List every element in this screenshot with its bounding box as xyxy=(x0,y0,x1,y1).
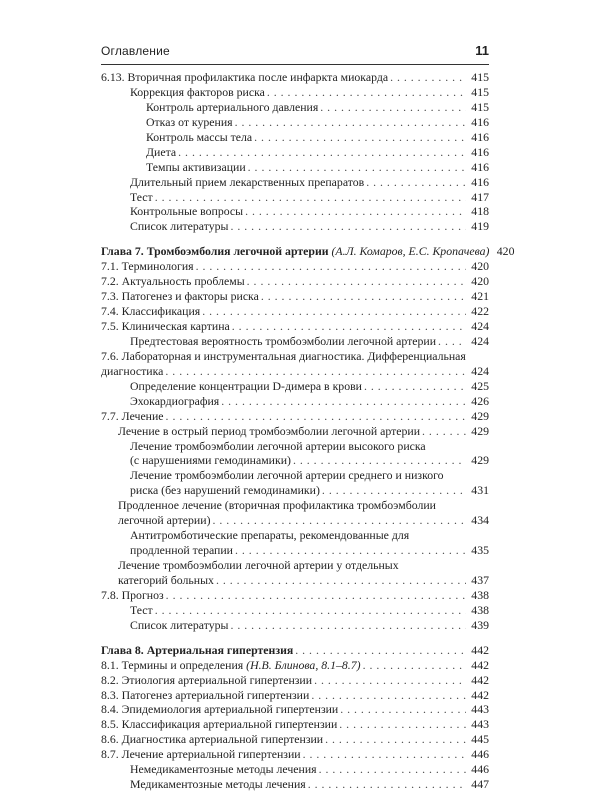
toc-entry xyxy=(101,379,489,394)
toc-leader-dots xyxy=(202,304,466,319)
toc-entry-title: Коррекция факторов риска xyxy=(130,84,265,99)
running-title: Оглавление xyxy=(101,44,170,58)
toc-entry-title: 7.3. Патогенез и факторы риска xyxy=(101,289,259,304)
toc-entry-title: Лечение в острый период тромбоэмболии легочной артерии xyxy=(118,423,421,438)
toc-page-number: 420 xyxy=(471,274,489,289)
toc-entry-title: категорий больных xyxy=(118,572,214,587)
toc-leader-dots xyxy=(230,219,466,234)
toc-entry-title: Определение концентрации D-димера в крови xyxy=(130,378,362,393)
toc-page-number: 416 xyxy=(471,174,489,189)
toc-page-number: 429 xyxy=(471,453,489,468)
toc-entry-title: Список литературы xyxy=(130,219,229,234)
toc-entry-title: 7.2. Актуальность проблемы xyxy=(101,274,245,289)
toc-entry-title: Контрольные вопросы xyxy=(130,204,244,219)
toc-entry-title: Тест xyxy=(130,602,153,617)
toc-leader-dots xyxy=(390,70,466,85)
toc-entry xyxy=(101,289,489,304)
toc-leader-dots xyxy=(235,543,466,558)
toc-leader-dots xyxy=(325,732,466,747)
toc-page-number: 424 xyxy=(471,319,489,333)
toc-entry-title: Список литературы xyxy=(130,617,229,632)
toc-leader-dots xyxy=(422,424,466,439)
toc-entry-title: 8.7. Лечение артериальной гипертензии xyxy=(101,747,301,762)
toc-page-number: 422 xyxy=(471,304,489,319)
toc-page-number: 429 xyxy=(471,423,489,438)
toc-entry-title: 7.8. Прогноз xyxy=(101,587,164,602)
toc-entry xyxy=(101,130,489,145)
page-number: 11 xyxy=(475,43,489,58)
toc-entry xyxy=(101,274,489,289)
toc-entry-title: Глава 8. Артериальная гипертензия xyxy=(101,642,294,657)
toc-entry-title: (с нарушениями гемодинамики) xyxy=(130,453,291,468)
toc-leader-dots xyxy=(364,379,466,394)
toc-entry xyxy=(101,259,489,274)
toc-page-number: 442 xyxy=(471,642,489,657)
toc-entry-title: продленной терапии xyxy=(130,543,233,558)
toc-entry-title: 8.5. Классификация артериальной гипертензии xyxy=(101,717,338,732)
toc-entry-title: 8.3. Патогенез артериальной гипертензии xyxy=(101,687,310,702)
toc-leader-dots xyxy=(363,658,466,673)
toc-entry xyxy=(101,468,489,498)
toc-page-number: 420 xyxy=(471,259,489,274)
toc-page-number: 437 xyxy=(471,572,489,587)
running-header xyxy=(101,44,489,62)
toc-entry-title: 8.4. Эпидемиология артериальной гипертензии xyxy=(101,702,339,717)
toc-leader-dots xyxy=(178,145,466,160)
toc-entry-title: Диета xyxy=(146,144,177,159)
toc-leader-dots xyxy=(308,777,466,792)
toc-leader-dots xyxy=(165,364,466,379)
toc-entry-title: риска (без нарушений гемодинамики) xyxy=(130,483,320,498)
toc-entry xyxy=(101,85,489,100)
toc-leader-dots xyxy=(230,618,466,633)
toc-entry xyxy=(101,439,489,469)
toc-leader-dots xyxy=(254,130,466,145)
toc-entry-title: Контроль массы тела xyxy=(146,129,253,144)
toc-page-number: 426 xyxy=(471,393,489,408)
toc-leader-dots xyxy=(319,762,466,777)
toc-entry xyxy=(101,673,489,688)
toc-entry xyxy=(101,349,489,379)
toc-entry-title: Эхокардиография xyxy=(130,393,220,408)
toc-leader-dots xyxy=(267,85,466,100)
toc-page-number: 419 xyxy=(471,219,489,234)
toc-leader-dots xyxy=(340,702,466,717)
toc-entry xyxy=(101,145,489,160)
toc-leader-dots xyxy=(245,204,466,219)
toc-author: (А.Л. Комаров, Е.С. Кропачева) xyxy=(331,244,490,259)
toc-entry xyxy=(101,702,489,717)
toc-entry-title: 7.5. Клиническая картина xyxy=(101,319,230,333)
toc-page-number: 443 xyxy=(471,717,489,732)
toc-entry xyxy=(101,319,489,334)
toc-entry xyxy=(101,747,489,762)
toc-entry xyxy=(101,588,489,603)
toc-entry xyxy=(101,603,489,618)
toc-page-number: 417 xyxy=(471,189,489,204)
toc-entry xyxy=(101,732,489,747)
toc-entry-title: 8.6. Диагностика артериальной гипертензии xyxy=(101,732,324,747)
toc-page-number: 445 xyxy=(471,732,489,747)
toc-page-number: 442 xyxy=(471,657,489,672)
toc-entry xyxy=(101,394,489,409)
toc-page-number: 424 xyxy=(471,333,489,348)
toc-entry xyxy=(101,204,489,219)
toc-entry-title: 8.1. Термины и определения (Н.В. Блинова, 8.1–8.7) xyxy=(101,657,361,672)
toc-entry xyxy=(101,777,489,792)
toc-leader-dots xyxy=(166,588,466,603)
toc-page-number: 416 xyxy=(471,159,489,174)
toc-page-number: 416 xyxy=(471,114,489,129)
toc-leader-dots xyxy=(248,160,466,175)
toc-entry-title: 8.2. Этиология артериальной гипертензии xyxy=(101,672,313,687)
toc-entry-title: Предтестовая вероятность тромбоэмболии легочной артерии xyxy=(130,333,437,348)
toc-leader-dots xyxy=(295,643,466,658)
toc-entry-title: Антитромботические препараты, рекомендованные для xyxy=(130,528,410,543)
toc-page-number: 416 xyxy=(471,129,489,144)
toc-leader-dots xyxy=(221,394,466,409)
toc-leader-dots xyxy=(196,259,466,274)
toc-page-number: 416 xyxy=(471,144,489,159)
toc-entry xyxy=(101,70,489,85)
toc-entry-title: Отказ от курения xyxy=(146,114,233,129)
toc-page-number: 418 xyxy=(471,204,489,219)
toc-entry xyxy=(101,409,489,424)
toc-entry xyxy=(101,175,489,190)
toc-entry-title: Немедикаментозные методы лечения xyxy=(130,762,317,777)
toc-leader-dots xyxy=(247,274,466,289)
toc-entry xyxy=(101,115,489,130)
toc-entry xyxy=(101,424,489,439)
toc-leader-dots xyxy=(438,334,466,349)
toc-leader-dots xyxy=(261,289,466,304)
toc-entry xyxy=(101,688,489,703)
toc-entry xyxy=(101,558,489,588)
toc-entry-title: 7.1. Терминология xyxy=(101,259,194,274)
toc-entry-title: Лечение тромбоэмболии легочной артерии высокого риска xyxy=(130,438,426,453)
toc-entry-title: 7.4. Классификация xyxy=(101,304,201,319)
toc-entry-title: Медикаментозные методы лечения xyxy=(130,777,306,792)
toc-entry xyxy=(101,528,489,558)
toc-page-number: 424 xyxy=(471,363,489,378)
toc-entry xyxy=(101,100,489,115)
toc-entry-title: Темпы активизации xyxy=(146,159,246,174)
toc-author: (Н.В. Блинова, 8.1–8.7) xyxy=(246,657,361,672)
toc-page-number: 438 xyxy=(471,587,489,602)
toc-leader-dots xyxy=(322,483,466,498)
toc-page-number: 438 xyxy=(471,602,489,617)
toc-page-number: 420 xyxy=(496,244,515,259)
toc-entry-title: 6.13. Вторичная профилактика после инфаркта миокарда xyxy=(101,70,389,84)
toc-entry xyxy=(101,304,489,319)
toc-leader-dots xyxy=(155,603,466,618)
toc-entry xyxy=(101,717,489,732)
toc-page-number: 435 xyxy=(471,543,489,558)
toc-page-number: 443 xyxy=(471,702,489,717)
toc-entry xyxy=(101,219,489,234)
toc-leader-dots xyxy=(366,175,466,190)
toc-page-number: 425 xyxy=(471,378,489,393)
toc-entry-title: Тест xyxy=(130,189,153,204)
toc-leader-dots xyxy=(213,513,467,528)
toc-entry-title: 7.6. Лабораторная и инструментальная диагностика. Дифференциальная xyxy=(101,348,466,363)
toc-chapter-heading xyxy=(101,244,515,259)
toc-entry-title: Длительный прием лекарственных препаратов xyxy=(130,174,365,189)
toc-page-number: 434 xyxy=(471,513,489,528)
toc-leader-dots xyxy=(320,100,466,115)
toc-entry xyxy=(101,190,489,205)
toc-entry-title: легочной артерии) xyxy=(118,513,211,528)
toc-leader-dots xyxy=(311,688,466,703)
toc-page-number: 429 xyxy=(471,408,489,423)
toc-entry xyxy=(101,618,489,633)
toc-entry-title: диагностика xyxy=(101,363,164,378)
toc-page-number: 415 xyxy=(471,70,489,84)
toc-entry xyxy=(101,334,489,349)
toc-leader-dots xyxy=(166,409,466,424)
toc-page-number: 421 xyxy=(471,289,489,304)
toc-leader-dots xyxy=(155,190,466,205)
toc-entry xyxy=(101,160,489,175)
toc-entry-title: Продленное лечение (вторичная профилактика тромбоэмболии xyxy=(118,498,436,513)
toc-page-number: 442 xyxy=(471,672,489,687)
toc-page-number: 446 xyxy=(471,762,489,777)
toc-entry-title: 7.7. Лечение xyxy=(101,408,164,423)
toc-leader-dots xyxy=(314,673,466,688)
toc-leader-dots xyxy=(232,319,466,334)
toc-entry-title: Глава 7. Тромбоэмболия легочной артерии (А.Л. Комаров, Е.С. Кропачева) xyxy=(101,244,490,259)
toc-page-number: 446 xyxy=(471,747,489,762)
toc-page-number: 415 xyxy=(471,99,489,114)
toc-leader-dots xyxy=(339,717,466,732)
toc-page-number: 439 xyxy=(471,617,489,632)
toc-leader-dots xyxy=(293,453,466,468)
header-rule xyxy=(101,64,489,65)
toc-entry-title: Контроль артериального давления xyxy=(146,99,319,114)
toc-page-number: 431 xyxy=(471,483,489,498)
toc-chapter-heading xyxy=(101,643,489,658)
toc-entry xyxy=(101,658,489,673)
toc-page-number: 442 xyxy=(471,687,489,702)
toc-leader-dots xyxy=(235,115,466,130)
toc-entry-title: Лечение тромбоэмболии легочной артерии среднего и низкого xyxy=(130,468,444,483)
toc-page-number: 415 xyxy=(471,84,489,99)
toc-page-number: 447 xyxy=(471,777,489,792)
toc-entry xyxy=(101,762,489,777)
toc-leader-dots xyxy=(216,573,466,588)
toc-entry-title: Лечение тромбоэмболии легочной артерии у отдельных xyxy=(118,558,399,572)
table-of-contents xyxy=(101,70,515,792)
toc-entry xyxy=(101,498,489,528)
